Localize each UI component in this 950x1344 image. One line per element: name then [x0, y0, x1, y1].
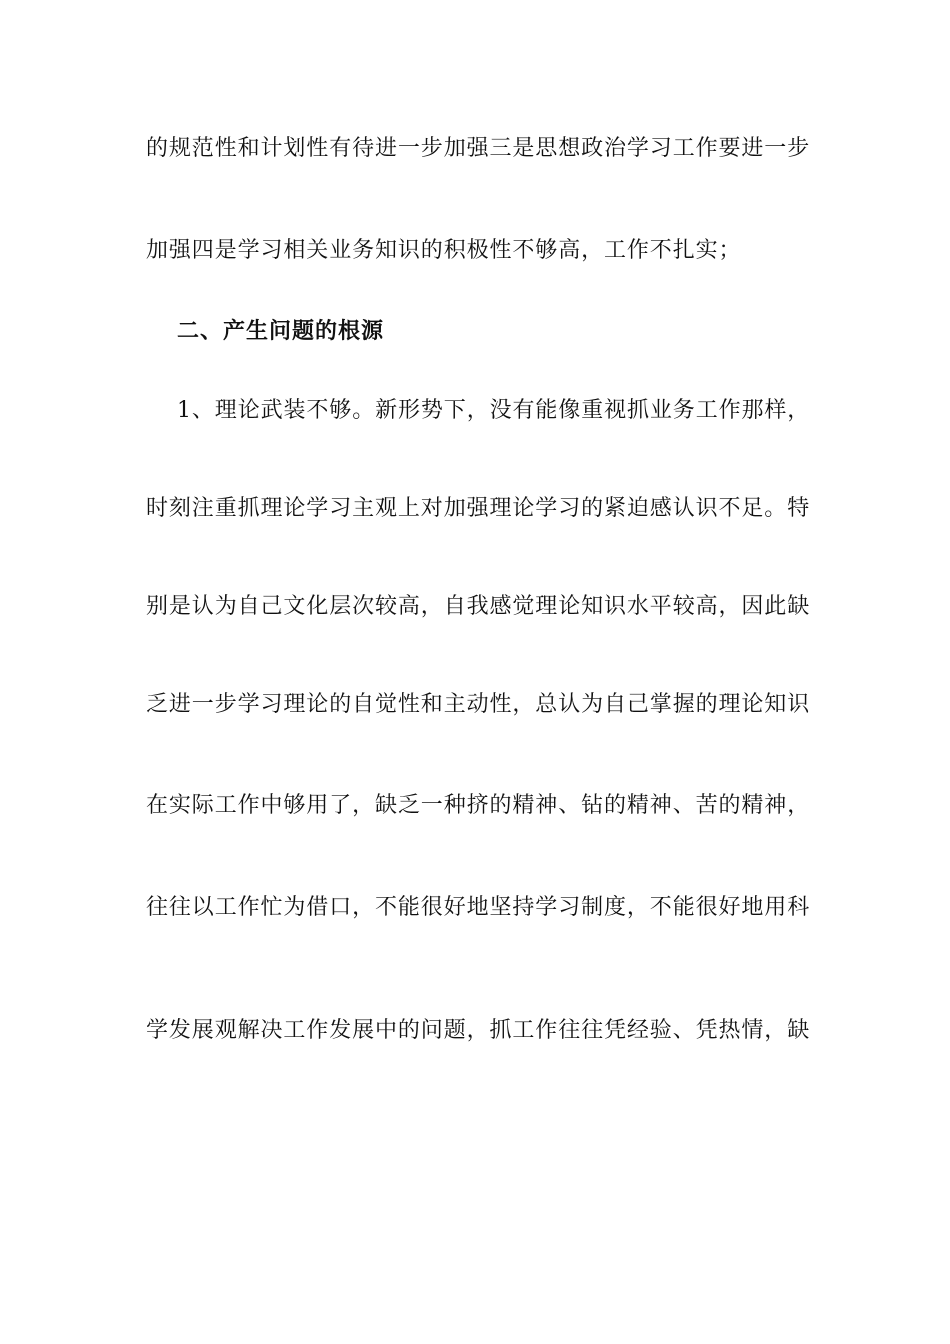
- paragraph-line-8: 往往以工作忙为借口，不能很好地坚持学习制度，不能很好地用科: [146, 895, 811, 920]
- paragraph-line-7: 在实际工作中够用了，缺乏一种挤的精神、钻的精神、苦的精神，: [146, 793, 811, 818]
- paragraph-line-4: 时刻注重抓理论学习主观上对加强理论学习的紧迫感认识不足。特: [146, 496, 811, 521]
- paragraph-line-9: 学发展观解决工作发展中的问题，抓工作往往凭经验、凭热情，缺: [146, 1018, 811, 1043]
- paragraph-line-2: 加强四是学习相关业务知识的积极性不够高，工作不扎实；: [146, 238, 742, 263]
- section-heading: 二、产生问题的根源: [177, 318, 385, 344]
- paragraph-line-6: 乏进一步学习理论的自觉性和主动性，总认为自己掌握的理论知识: [146, 692, 811, 717]
- paragraph-line-1: 的规范性和计划性有待进一步加强三是思想政治学习工作要进一步: [146, 136, 811, 161]
- paragraph-line-3: 1、理论武装不够。新形势下，没有能像重视抓业务工作那样，: [177, 398, 811, 423]
- paragraph-line-5: 别是认为自己文化层次较高，自我感觉理论知识水平较高，因此缺: [146, 594, 811, 619]
